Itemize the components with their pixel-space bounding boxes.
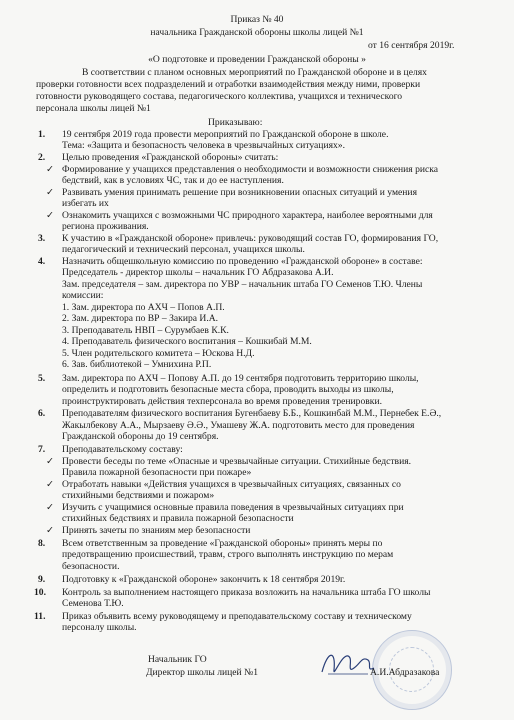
- commission-member: 4. Преподаватель физического воспитания – Кошкибай М.М.: [62, 336, 312, 347]
- order-number: Приказ № 40: [230, 14, 284, 25]
- item-6-line: Жакылбекову А.А., Мырзаеву Ә.Ә., Умашеву Ж.А. подготовить место для проведения: [62, 420, 415, 431]
- item-number: 10.: [34, 587, 46, 598]
- item-7-bullet: стихийными бедствиями и пожаром»: [62, 490, 215, 501]
- item-2-bullet: Формирование у учащихся представления о необходимости и возможности снижения риска: [62, 164, 439, 175]
- item-1-line: 19 сентября 2019 года провести мероприятий по Гражданской обороне в школе.: [62, 129, 389, 140]
- item-8-line: предотвращению происшествий, травм, строго выполнять инструкцию по мерам: [62, 549, 394, 560]
- item-number: 5.: [38, 373, 46, 384]
- item-10-line: Семенова Т.Ю.: [62, 598, 124, 609]
- check-icon: ✓: [46, 187, 55, 198]
- preamble-line: проверки готовности всех подразделений и отработки взаимодействия между ними, проверки: [36, 79, 421, 90]
- order-heading: Приказываю:: [208, 117, 263, 128]
- signer-position: Директор школы лицей №1: [146, 667, 258, 678]
- item-7-bullet: Изучить с учащимися основные правила поведения в чрезвычайных ситуациях при: [62, 502, 404, 513]
- item-6-line: Преподавателям физического воспитания Бугенбаеву Б.Б., Кошкинбай М.М., Пернебек Е.Ә.,: [62, 408, 442, 419]
- item-7-bullet: стихийных бедствиях и правила пожарной безопасности: [62, 513, 294, 524]
- preamble-line: В соответствии с планом основных мероприятий по Гражданской обороне и в целях: [82, 67, 427, 78]
- item-number: 9.: [38, 574, 46, 585]
- item-number: 3.: [38, 233, 46, 244]
- check-icon: ✓: [46, 479, 55, 490]
- item-5-line: Зам. директора по АХЧ – Попову А.П. до 19 сентября подготовить территорию школы,: [62, 373, 419, 384]
- item-10-line: Контроль за выполнением настоящего приказа возложить на начальника штаба ГО школы: [62, 587, 431, 598]
- item-7-bullet: Провести беседы по теме «Опасные и чрезвычайные ситуации. Стихийные бедствия.: [62, 456, 412, 467]
- item-2-bullet: избегать их: [62, 198, 109, 209]
- item-number: 2.: [38, 152, 46, 163]
- item-4-line: Назначить общешкольную комиссию по проведению «Гражданской обороне» в составе:: [62, 256, 423, 267]
- item-9-line: Подготовку к «Гражданской обороне» закончить к 18 сентября 2019г.: [62, 574, 346, 585]
- item-number: 4.: [38, 256, 46, 267]
- item-5-line: определить и подготовить безопасные места сбора, проводить выходы из школы,: [62, 384, 394, 395]
- order-title: «О подготовке и проведении Гражданской обороны »: [148, 54, 366, 65]
- item-2-bullet: региона проживания.: [62, 221, 149, 232]
- item-7-bullet: Принять зачеты по знаниям мер безопасности: [62, 525, 251, 536]
- check-icon: ✓: [46, 525, 55, 536]
- item-3-line: педагогический и технический персонал, учащихся школы.: [62, 244, 305, 255]
- item-3-line: К участию в «Гражданской обороне» привлечь: руководящий состав ГО, формирования ГО,: [62, 233, 439, 244]
- handwritten-signature-image: [318, 644, 378, 684]
- item-7-line: Преподавательскому составу:: [62, 444, 183, 455]
- item-number: 6.: [38, 408, 46, 419]
- preamble-line: персонала школы лицей №1: [36, 103, 151, 114]
- item-2-bullet: Развивать умения принимать решение при возникновении опасных ситуаций и умения: [62, 187, 417, 198]
- item-1-line: Тема: «Защита и безопасность человека в чрезвычайных ситуациях».: [62, 140, 345, 151]
- item-number: 11.: [34, 611, 46, 622]
- check-icon: ✓: [46, 502, 55, 513]
- signer-role: Начальник ГО: [148, 654, 207, 665]
- commission-member: 1. Зам. директора по АХЧ – Попов А.П.: [62, 302, 225, 313]
- item-4-line: Зам. председателя – зам. директора по УВР – начальник штаба ГО Семенов Т.Ю. Члены: [62, 279, 423, 290]
- commission-member: 2. Зам. директора по ВР – Закира И.А.: [62, 313, 219, 324]
- item-2-line: Целью проведения «Гражданской обороны» считать:: [62, 152, 279, 163]
- check-icon: ✓: [46, 210, 55, 221]
- item-11-line: Приказ объявить всему руководящему и преподавательскому составу и техническому: [62, 611, 412, 622]
- item-number: 7.: [38, 444, 46, 455]
- item-number: 1.: [38, 129, 46, 140]
- item-4-line: Председатель - директор школы – начальник ГО Абдразакова А.И.: [62, 267, 334, 278]
- commission-member: 3. Преподаватель НВП – Сурумбаев К.К.: [62, 325, 229, 336]
- item-4-line: комиссии:: [62, 290, 104, 301]
- item-8-line: Всем ответственным за проведение «Гражданской обороны» принять меры по: [62, 538, 383, 549]
- item-8-line: безопасности.: [62, 561, 120, 572]
- commission-member: 5. Член родительского комитета – Юскова Н.Д.: [62, 348, 255, 359]
- commission-member: 6. Зав. библиотекой – Умнихина Р.П.: [62, 359, 212, 370]
- check-icon: ✓: [46, 164, 55, 175]
- item-5-line: проинструктировать действия техперсонала во время проведения тренировки.: [62, 396, 382, 407]
- order-issuer: начальника Гражданской обороны школы лицей №1: [150, 27, 364, 38]
- signer-name: А.И.Абдразакова: [370, 667, 440, 678]
- check-icon: ✓: [46, 456, 55, 467]
- item-11-line: персоналу школы.: [62, 622, 137, 633]
- item-7-bullet: Правила пожарной безопасности при пожаре»: [62, 467, 252, 478]
- item-7-bullet: Отработать навыки «Действия учащихся в чрезвычайных ситуациях, связанных со: [62, 479, 401, 490]
- preamble-line: готовности руководящего состава, педагогического коллектива, учащихся и технического: [36, 91, 403, 102]
- item-6-line: Гражданской обороны до 19 сентября.: [62, 431, 219, 442]
- item-2-bullet: бедствий, как в условиях ЧС, так и до ее наступления.: [62, 175, 284, 186]
- order-date: от 16 сентября 2019г.: [368, 40, 455, 51]
- item-2-bullet: Ознакомить учащихся с возможными ЧС природного характера, наиболее вероятными для: [62, 210, 433, 221]
- item-number: 8.: [38, 538, 46, 549]
